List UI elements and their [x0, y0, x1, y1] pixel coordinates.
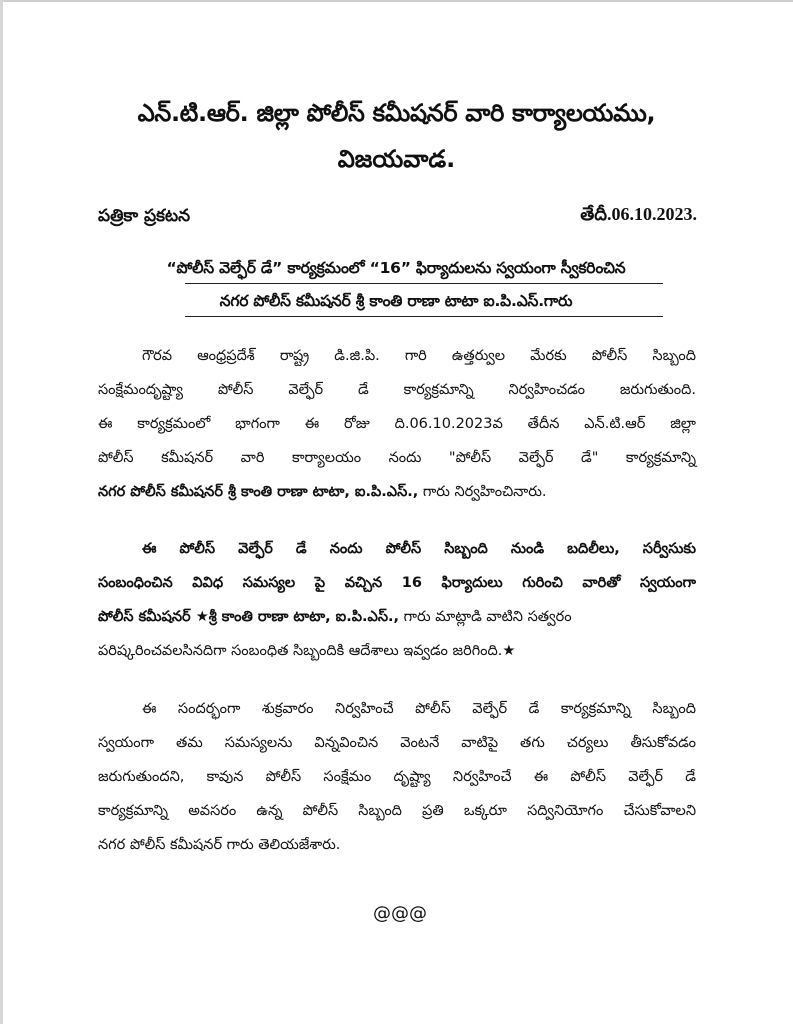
paragraph-1-line-1: గౌరవ ఆంధ్రప్రదేశ్ రాష్ట్ర డి.జి.పి. గారి ఉత్తర్వుల మేరకు పోలీస్ సిబ్బంది [142, 348, 696, 364]
page-left-edge [0, 0, 3, 1024]
star-mark-1: ★ [195, 609, 209, 625]
paragraph-2-line-1: ఈ పోలీస్ వెల్ఫేర్ డే నందు పోలీస్ సిబ్బంది నుండి బదిలీలు, సర్వీసుకు [142, 541, 696, 557]
release-date: తేదీ.06.10.2023. [580, 204, 697, 224]
press-release-label: పత్రికా ప్రకటన [98, 206, 191, 226]
paragraph-2-line-3-rest: గారు మాట్లాడి వాటిని సత్వరం [399, 609, 572, 625]
paragraph-2-line-3-bold-b: శ్రీ కాంతి రాణా టాటా, ఐ.పి.ఎస్., [208, 609, 400, 625]
page-top-edge [0, 0, 793, 2]
paragraph-3-line-3: జరుగుతుందని, కావున పోలీస్ సంక్షేమం దృష్ట్యా నిర్వహించే ఈ పోలీస్ వెల్ఫేర్ డే [98, 769, 696, 785]
paragraph-1-line-4: పోలీస్ కమీషనర్ వారి కార్యాలయం నందు "పోలీస్ వెల్ఫేర్ డే" కార్యక్రమాన్ని [98, 450, 696, 466]
paragraph-3-line-2: స్వయంగా తమ సమస్యలను విన్నవించిన వెంటనే వాటిపై తగు చర్యలు తీసుకోవడం [98, 735, 696, 751]
paragraph-2-line-2: సంబంధించిన వివిధ సమస్యల పై వచ్చిన 16 ఫిర్యాదులు గురించి వారితో స్వయంగా [98, 575, 696, 591]
headline-line-2: నగర పోలీస్ కమీషనర్ శ్రీ కాంతి రాణా టాటా ఐ.పి.ఎస్.గారు [219, 292, 573, 310]
paragraph-2-line-3-bold-a: పోలీస్ కమీషనర్ [98, 609, 196, 625]
paragraph-2-line-4 [98, 639, 696, 663]
paragraph-3-line-1: ఈ సందర్భంగా శుక్రవారం నిర్వహించే పోలీస్ వెల్ఫేర్ డే కార్యక్రమాన్ని సిబ్బంది [142, 701, 696, 717]
paragraph-1-line-2: సంక్షేమందృష్ట్యా పోలీస్ వెల్ఫేర్ డే కార్యక్రమాన్ని నిర్వహించడం జరుగుతుంది. [98, 382, 696, 398]
office-city: విజయవాడ. [337, 145, 456, 173]
paragraph-1-line-5 [98, 480, 696, 504]
headline-underline-1 [185, 283, 663, 284]
paragraph-2-line-3 [98, 605, 696, 629]
signoff-mark: @@@ [373, 903, 427, 924]
paragraph-3-line-5: నగర పోలీస్ కమీషనర్ గారు తెలియజేశారు. [98, 837, 341, 853]
office-title: ఎన్.టి.ఆర్. జిల్లా పోలీస్ కమీషనర్ వారి కార్యాలయము, [137, 99, 656, 127]
paragraph-3-line-4: కార్యక్రమాన్ని అవసరం ఉన్న పోలీస్ సిబ్బంది ప్రతి ఒక్కరూ సద్వినియోగం చేసుకోవాలని [98, 803, 696, 819]
star-mark-2: ★ [502, 643, 516, 659]
commissioner-name-bold: నగర పోలీస్ కమీషనర్ శ్రీ కాంతి రాణా టాటా, ఐ.పి.ఎస్., [98, 484, 419, 500]
headline-line-1: “పోలీస్ వెల్ఫేర్ డే” కార్యక్రమంలో “16” ఫిర్యాదులను స్వయంగా స్వీకరించిన [166, 259, 626, 277]
headline-underline-2 [185, 316, 663, 317]
paragraph-1-line-3: ఈ కార్యక్రమంలో భాగంగా ఈ రోజు ది.06.10.2023వ తేదీన ఎన్.టి.ఆర్ జిల్లా [98, 416, 696, 432]
paragraph-1-line-5-rest: గారు నిర్వహించినారు. [418, 484, 547, 500]
paragraph-2-line-4-text: పరిష్కరించవలసినదిగా సంబంధిత సిబ్బందికి ఆదేశాలు ఇవ్వడం జరిగింది. [98, 643, 503, 659]
